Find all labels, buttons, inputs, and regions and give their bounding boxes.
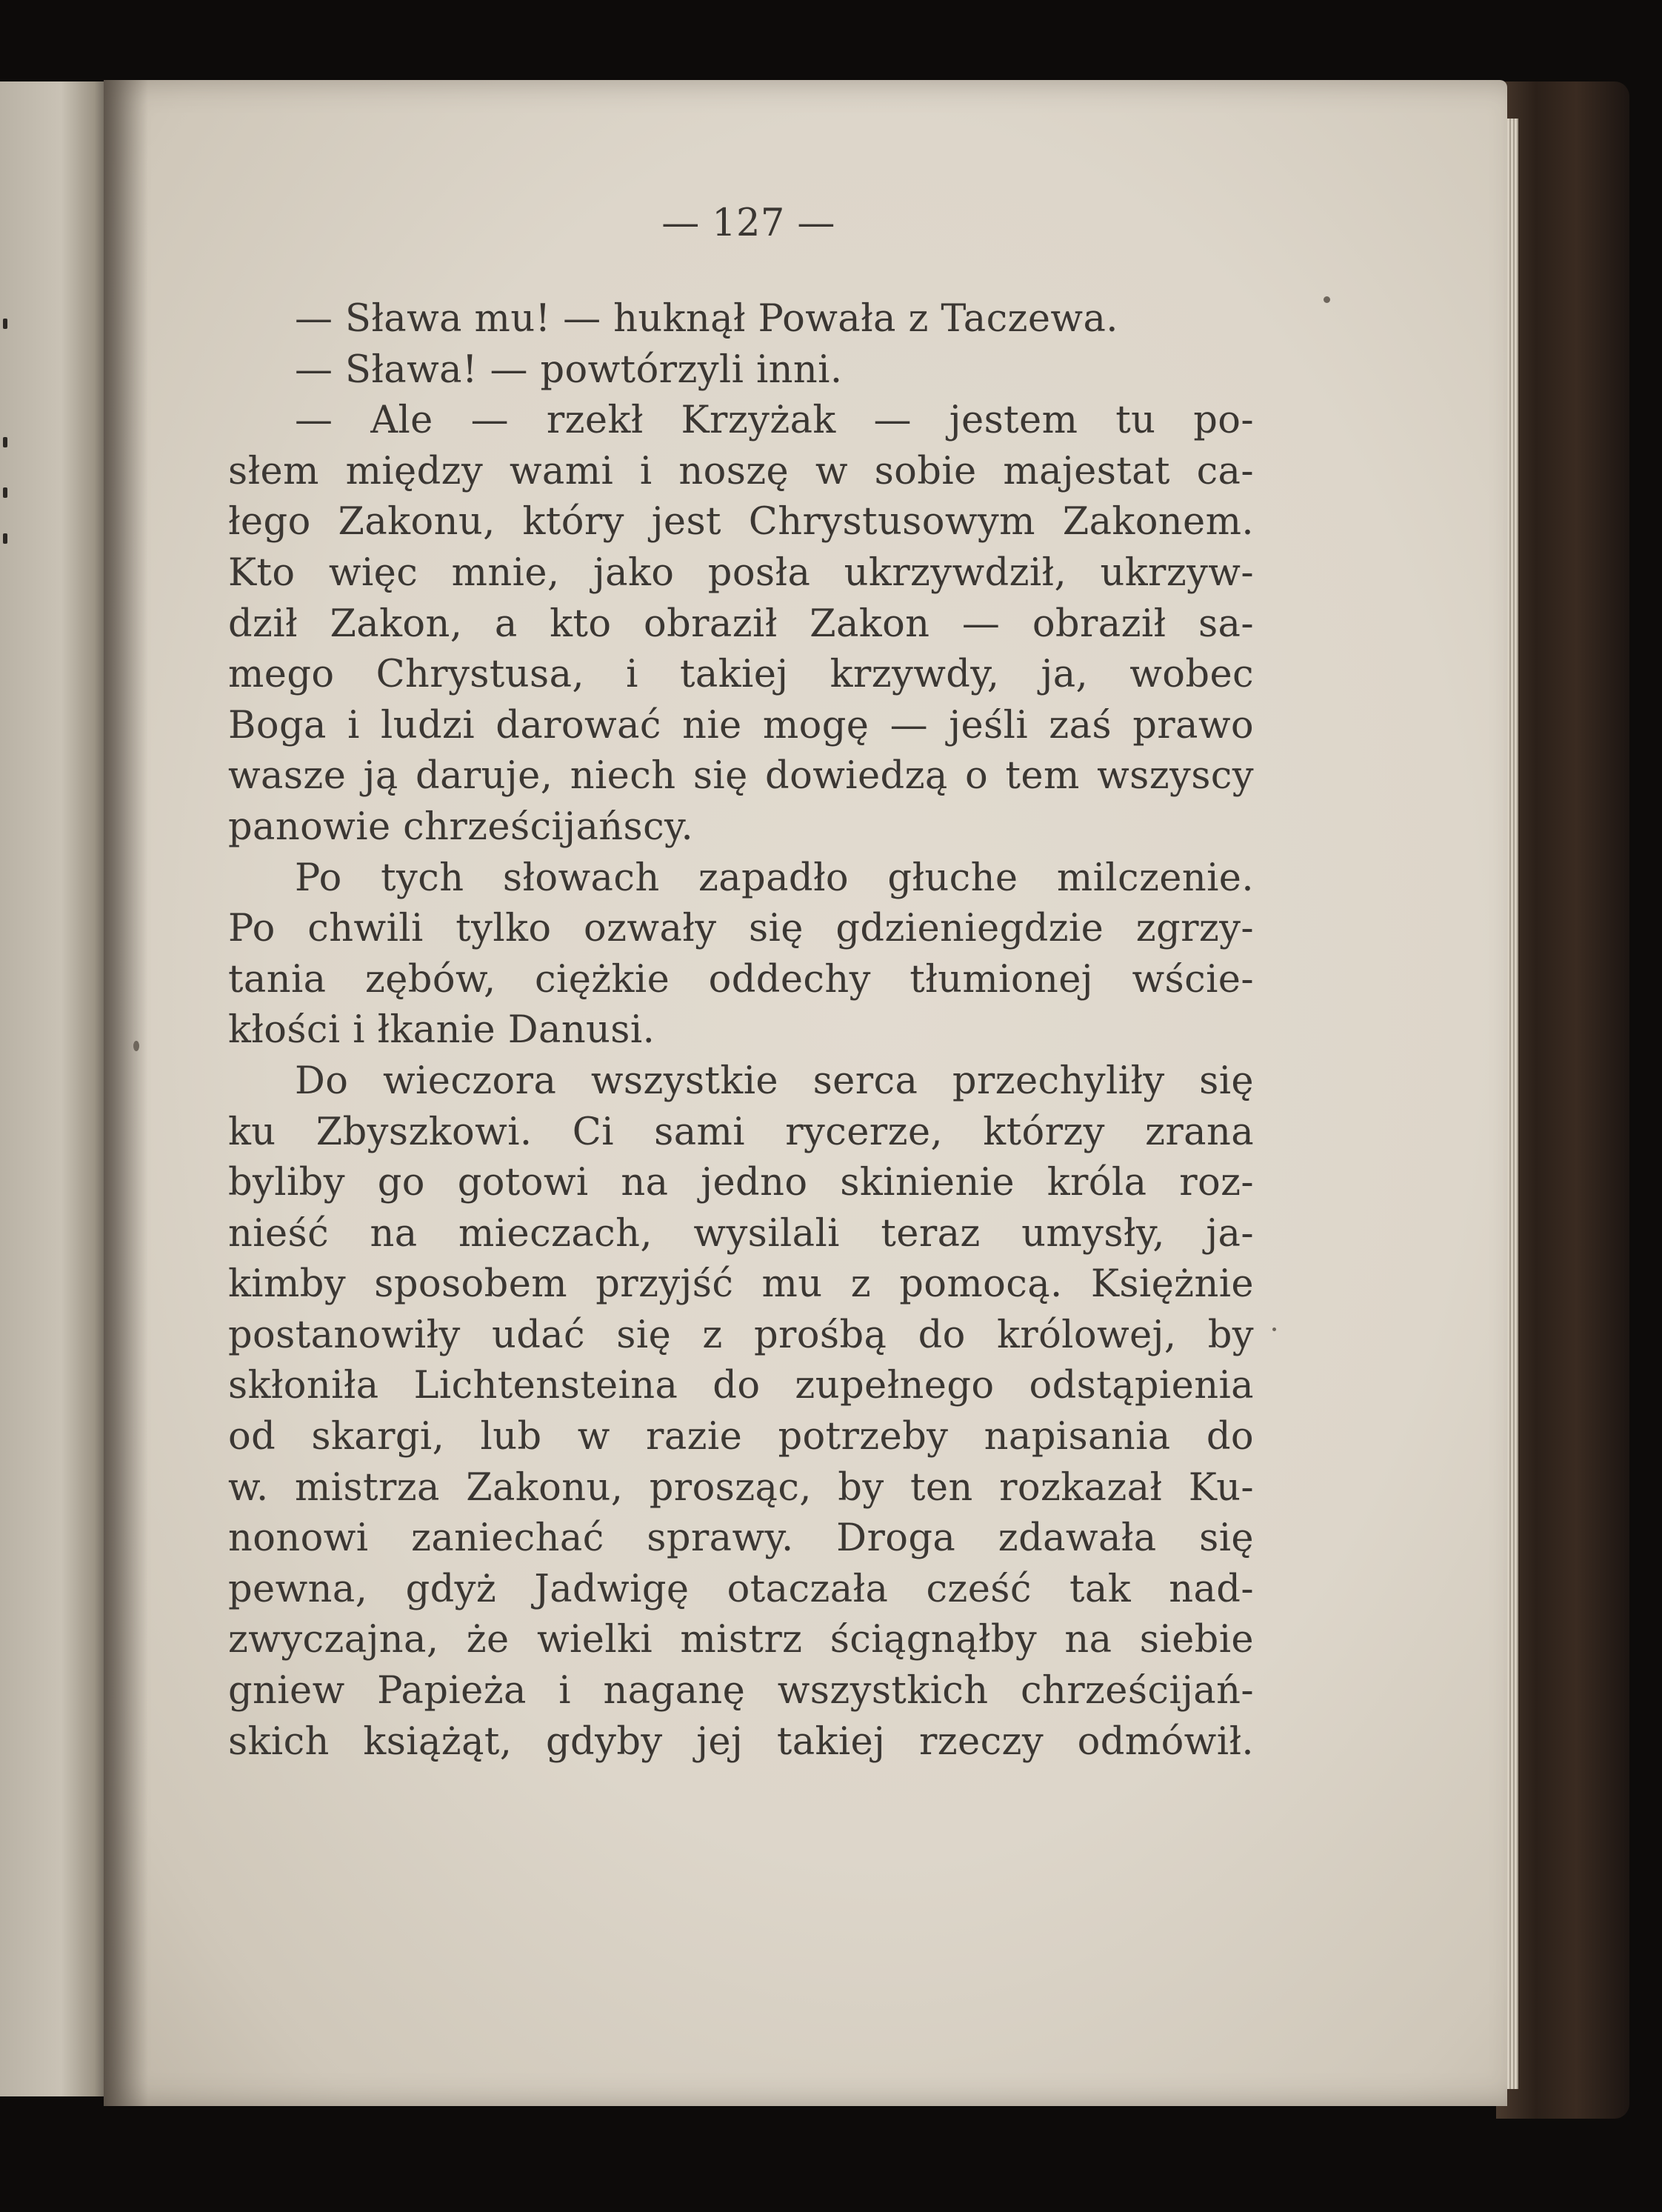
text-line: od skargi, lub w razie potrzeby napisania do [228, 1415, 1254, 1459]
text-line: Po tych słowach zapadło głuche milczenie. [295, 856, 1254, 900]
ink-mark [3, 319, 7, 329]
text-line: byliby go gotowi na jedno skinienie króla roz- [228, 1161, 1254, 1205]
gutter-shadow [104, 80, 148, 2106]
paper-speck [1324, 296, 1330, 303]
text-line: kłości i łkanie Danusi. [228, 1008, 655, 1053]
text-line: Po chwili tylko ozwały się gdzieniegdzie zgrzy- [228, 907, 1254, 951]
text-line: wasze ją daruje, niech się dowiedzą o tem wszyscy [228, 754, 1254, 799]
page-number: — 127 — [661, 201, 835, 245]
ink-mark [3, 533, 7, 544]
ink-mark [3, 437, 7, 447]
ink-mark [3, 487, 7, 498]
text-line: kimby sposobem przyjść mu z pomocą. Księżnie [228, 1262, 1254, 1307]
text-lines [228, 294, 1254, 1768]
paper-speck [133, 1041, 139, 1051]
text-line: Boga i ludzi darować nie mogę — jeśli zaś prawo [228, 703, 1254, 747]
text-line: ku Zbyszkowi. Ci sami rycerze, którzy zrana [228, 1110, 1254, 1154]
text-line: tania zębów, ciężkie oddechy tłumionej wście- [228, 957, 1254, 1002]
text-line: słem między wami i noszę w sobie majestat ca- [228, 449, 1254, 493]
text-line: skłoniła Lichtensteina do zupełnego odstąpienia [228, 1364, 1254, 1408]
text-line: nonowi zaniechać sprawy. Droga zdawała się [228, 1516, 1254, 1561]
page-text [228, 194, 1254, 1768]
text-line: zwyczajna, że wielki mistrz ściągnąłby na siebie [228, 1618, 1254, 1662]
text-line: pewna, gdyż Jadwigę otaczała cześć tak nad- [228, 1567, 1254, 1611]
text-line: Kto więc mnie, jako posła ukrzywdził, ukrzyw- [228, 550, 1254, 595]
text-line: łego Zakonu, który jest Chrystusowym Zakonem. [228, 500, 1254, 544]
text-line: dził Zakon, a kto obraził Zakon — obraził sa- [228, 602, 1254, 646]
paper-speck [1272, 1327, 1276, 1331]
text-line: Do wieczora wszystkie serca przechyliły się [295, 1059, 1254, 1103]
text-line: — Ale — rzekł Krzyżak — jestem tu po- [295, 399, 1254, 443]
text-line: mego Chrystusa, i takiej krzywdy, ja, wobec [228, 653, 1254, 697]
text-line: w. mistrza Zakonu, prosząc, by ten rozkazał Ku- [228, 1465, 1254, 1510]
left-page-edge [0, 81, 111, 2096]
text-line: postanowiły udać się z prośbą do królowej, by [228, 1313, 1254, 1357]
text-line: — Sława! — powtórzyli inni. [295, 347, 843, 392]
text-line: gniew Papieża i naganę wszystkich chrześcijań- [228, 1669, 1254, 1713]
text-line: skich książąt, gdyby jej takiej rzeczy odmówił. [228, 1719, 1254, 1764]
text-line: panowie chrześcijańscy. [228, 804, 694, 849]
text-line: — Sława mu! — huknął Powała z Taczewa. [295, 297, 1118, 341]
text-line: nieść na mieczach, wysilali teraz umysły, ja- [228, 1211, 1254, 1256]
